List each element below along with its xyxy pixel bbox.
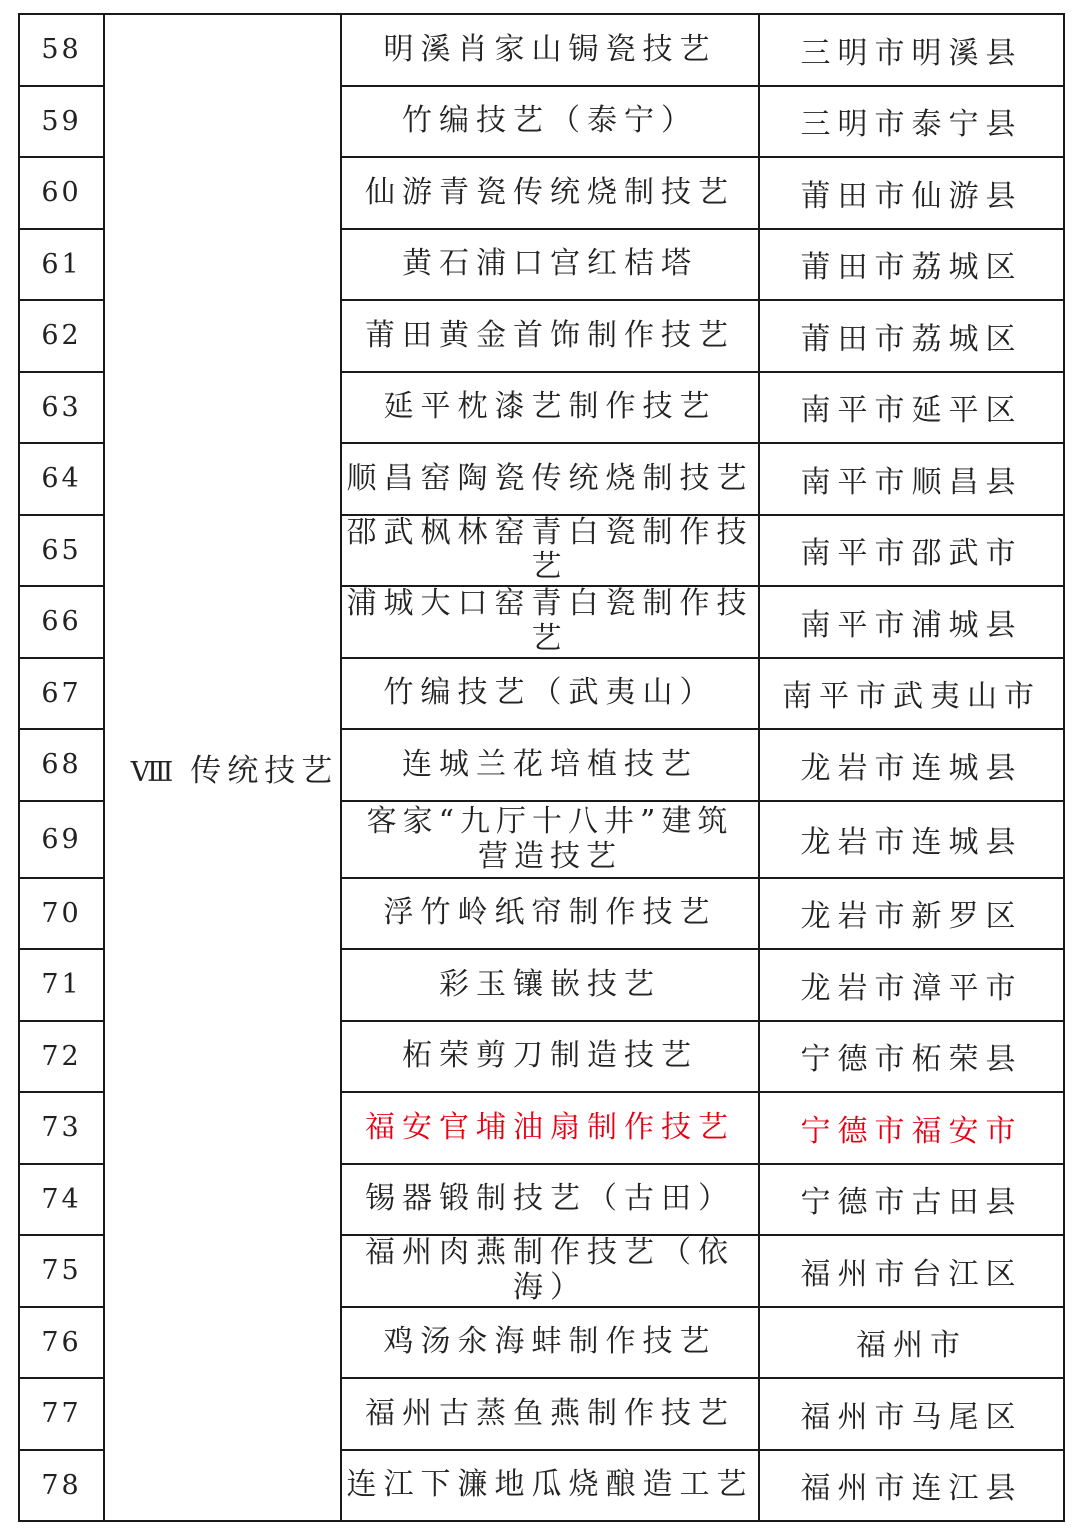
item-number: 63: [19, 372, 104, 444]
item-location: 福州市: [759, 1307, 1064, 1379]
item-name: 莆田黄金首饰制作技艺: [341, 300, 759, 372]
item-name-highlighted: 福安官埔油扇制作技艺: [341, 1092, 759, 1164]
item-number: 75: [19, 1235, 104, 1307]
item-location: 南平市顺昌县: [759, 443, 1064, 515]
item-name: 连江下濂地瓜烧酿造工艺: [341, 1450, 759, 1522]
item-location: 南平市武夷山市: [759, 658, 1064, 730]
item-location: 三明市泰宁县: [759, 86, 1064, 158]
item-number: 78: [19, 1450, 104, 1522]
item-name: [341, 801, 759, 878]
item-name: 浦城大口窑青白瓷制作技艺: [341, 586, 759, 658]
item-name: 浮竹岭纸帘制作技艺: [341, 878, 759, 950]
item-number: 74: [19, 1164, 104, 1236]
category-roman-numeral: Ⅷ: [130, 757, 175, 788]
item-number: 65: [19, 515, 104, 587]
item-name: 顺昌窑陶瓷传统烧制技艺: [341, 443, 759, 515]
item-location: 龙岩市漳平市: [759, 949, 1064, 1021]
category-label: 传统技艺: [190, 753, 339, 789]
heritage-list-page: [18, 13, 1063, 1522]
item-number: 72: [19, 1021, 104, 1093]
item-name: 彩玉镶嵌技艺: [341, 949, 759, 1021]
item-location-highlighted: 宁德市福安市: [759, 1092, 1064, 1164]
item-name: 延平枕漆艺制作技艺: [341, 372, 759, 444]
heritage-items-table: [18, 13, 1065, 1522]
item-number: 68: [19, 729, 104, 801]
item-name-line-2: 营造技艺: [478, 839, 622, 874]
item-location: 莆田市荔城区: [759, 229, 1064, 301]
item-name: 福州古蒸鱼燕制作技艺: [341, 1378, 759, 1450]
item-location: 南平市浦城县: [759, 586, 1064, 658]
item-name: 黄石浦口宫红桔塔: [341, 229, 759, 301]
item-number: 67: [19, 658, 104, 730]
item-location: 龙岩市连城县: [759, 729, 1064, 801]
item-number: 77: [19, 1378, 104, 1450]
item-name: 鸡汤氽海蚌制作技艺: [341, 1307, 759, 1379]
item-location: 龙岩市连城县: [759, 801, 1064, 878]
item-number: 69: [19, 801, 104, 878]
item-number: 73: [19, 1092, 104, 1164]
item-name: 福州肉燕制作技艺（依海）: [341, 1235, 759, 1307]
item-name-line-1: 客家“九厅十八井”建筑: [366, 803, 734, 839]
item-name: 柘荣剪刀制造技艺: [341, 1021, 759, 1093]
item-number: 59: [19, 86, 104, 158]
item-location: 南平市延平区: [759, 372, 1064, 444]
item-number: 71: [19, 949, 104, 1021]
item-number: 76: [19, 1307, 104, 1379]
item-name: 明溪肖家山锔瓷技艺: [341, 14, 759, 86]
item-number: 62: [19, 300, 104, 372]
item-location: 福州市马尾区: [759, 1378, 1064, 1450]
item-name: 竹编技艺（武夷山）: [341, 658, 759, 730]
item-location: 福州市台江区: [759, 1235, 1064, 1307]
category-cell: [104, 14, 341, 1521]
item-location: 莆田市荔城区: [759, 300, 1064, 372]
item-name: 锡器锻制技艺（古田）: [341, 1164, 759, 1236]
item-location: 福州市连江县: [759, 1450, 1064, 1522]
item-location: 南平市邵武市: [759, 515, 1064, 587]
item-name: 竹编技艺（泰宁）: [341, 86, 759, 158]
item-name: 邵武枫林窑青白瓷制作技艺: [341, 515, 759, 587]
item-number: 66: [19, 586, 104, 658]
item-number: 64: [19, 443, 104, 515]
table-row: [19, 14, 1064, 86]
item-location: 三明市明溪县: [759, 14, 1064, 86]
item-number: 58: [19, 14, 104, 86]
item-location: 宁德市古田县: [759, 1164, 1064, 1236]
item-number: 70: [19, 878, 104, 950]
item-location: 龙岩市新罗区: [759, 878, 1064, 950]
item-location: 莆田市仙游县: [759, 157, 1064, 229]
item-name: 仙游青瓷传统烧制技艺: [341, 157, 759, 229]
item-name: 连城兰花培植技艺: [341, 729, 759, 801]
item-number: 61: [19, 229, 104, 301]
item-number: 60: [19, 157, 104, 229]
item-location: 宁德市柘荣县: [759, 1021, 1064, 1093]
